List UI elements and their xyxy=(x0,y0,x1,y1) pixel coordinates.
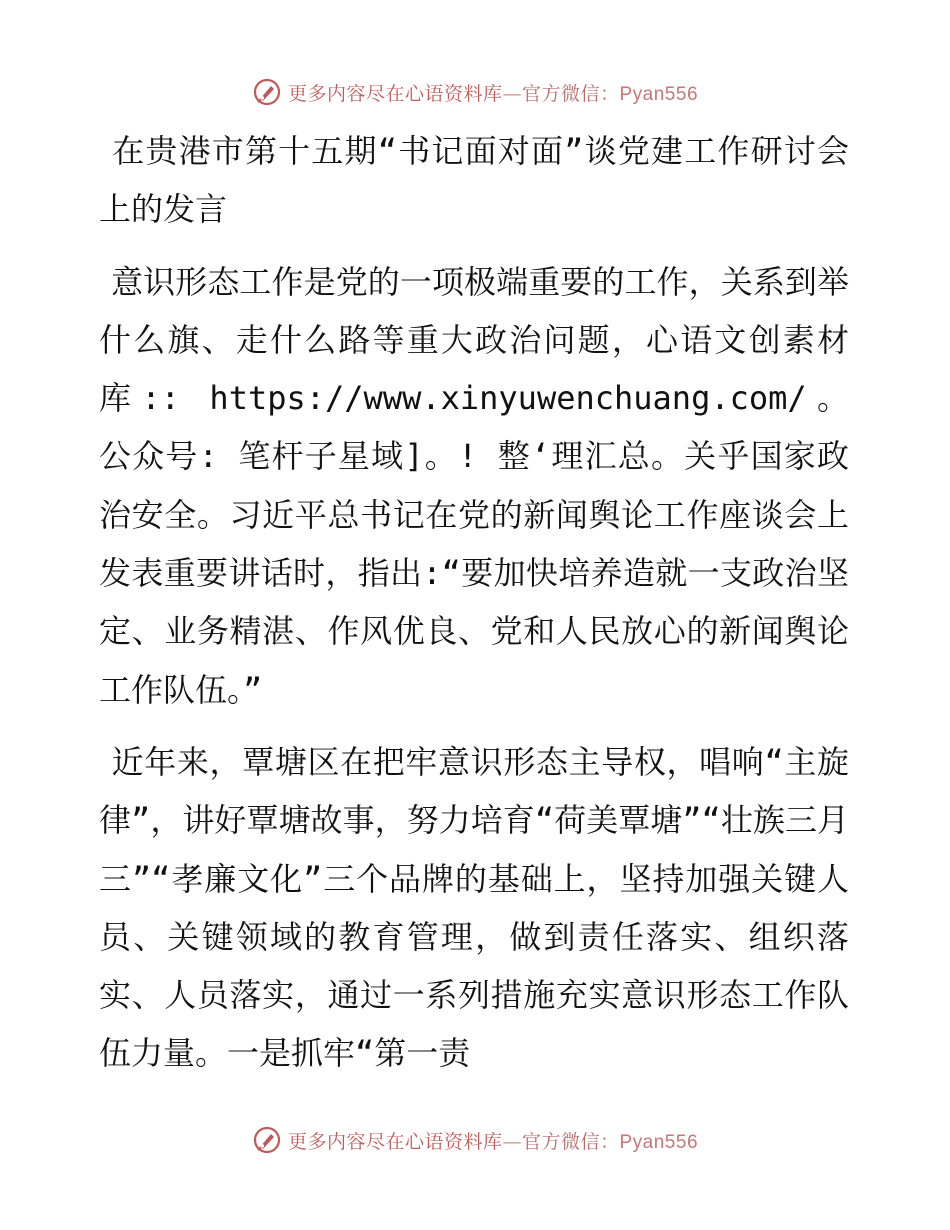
paragraph-2: 近年来，覃塘区在把牢意识形态主导权，唱响“主旋律”，讲好覃塘故事，努力培育“荷美覃塘”“壮族三月三”“孝廉文化”三个品牌的基础上，坚持加强关键人员、关键领域的教育管理，做到责任落实、组织落实、人员落实，通过一系列措施充实意识形态工作队伍力量。一是抓牢“第一责 xyxy=(99,742,849,1073)
banner-text xyxy=(288,79,698,106)
paragraph-1: 意识形态工作是党的一项极端重要的工作，关系到举什么旗、走什么路等重大政治问题，心语文创素材库:: https://www.xinyuwenchuang.com/。公众号: 笔杆子星域]。! 整‘理汇总。关乎国家政治安全。习近平总书记在党的新闻舆论工作座谈会上发表重要讲话时，指出:“要加快培养造就一支政治坚定、业务精湛、作风优良、党和人民放心的新闻舆论工作队伍。” xyxy=(99,262,849,709)
banner-label: 官方微信： xyxy=(521,1130,620,1153)
banner-separator: — xyxy=(502,1130,522,1153)
banner-handle: Pyan556 xyxy=(619,1131,699,1153)
banner-label: 官方微信： xyxy=(521,82,620,105)
pen-nib-logo-icon xyxy=(252,77,282,107)
header-watermark-banner xyxy=(0,74,950,110)
document-body xyxy=(99,122,849,1083)
banner-text xyxy=(288,1127,698,1154)
banner-handle: Pyan556 xyxy=(619,83,699,105)
banner-site-text: 更多内容尽在心语资料库 xyxy=(287,82,503,105)
document-title: 在贵港市第十五期“书记面对面”谈党建工作研讨会上的发言 xyxy=(99,132,849,229)
pen-nib-logo-icon xyxy=(252,1125,282,1155)
banner-site-text: 更多内容尽在心语资料库 xyxy=(287,1130,503,1153)
banner-separator: — xyxy=(502,82,522,105)
footer-watermark-banner xyxy=(0,1122,950,1158)
